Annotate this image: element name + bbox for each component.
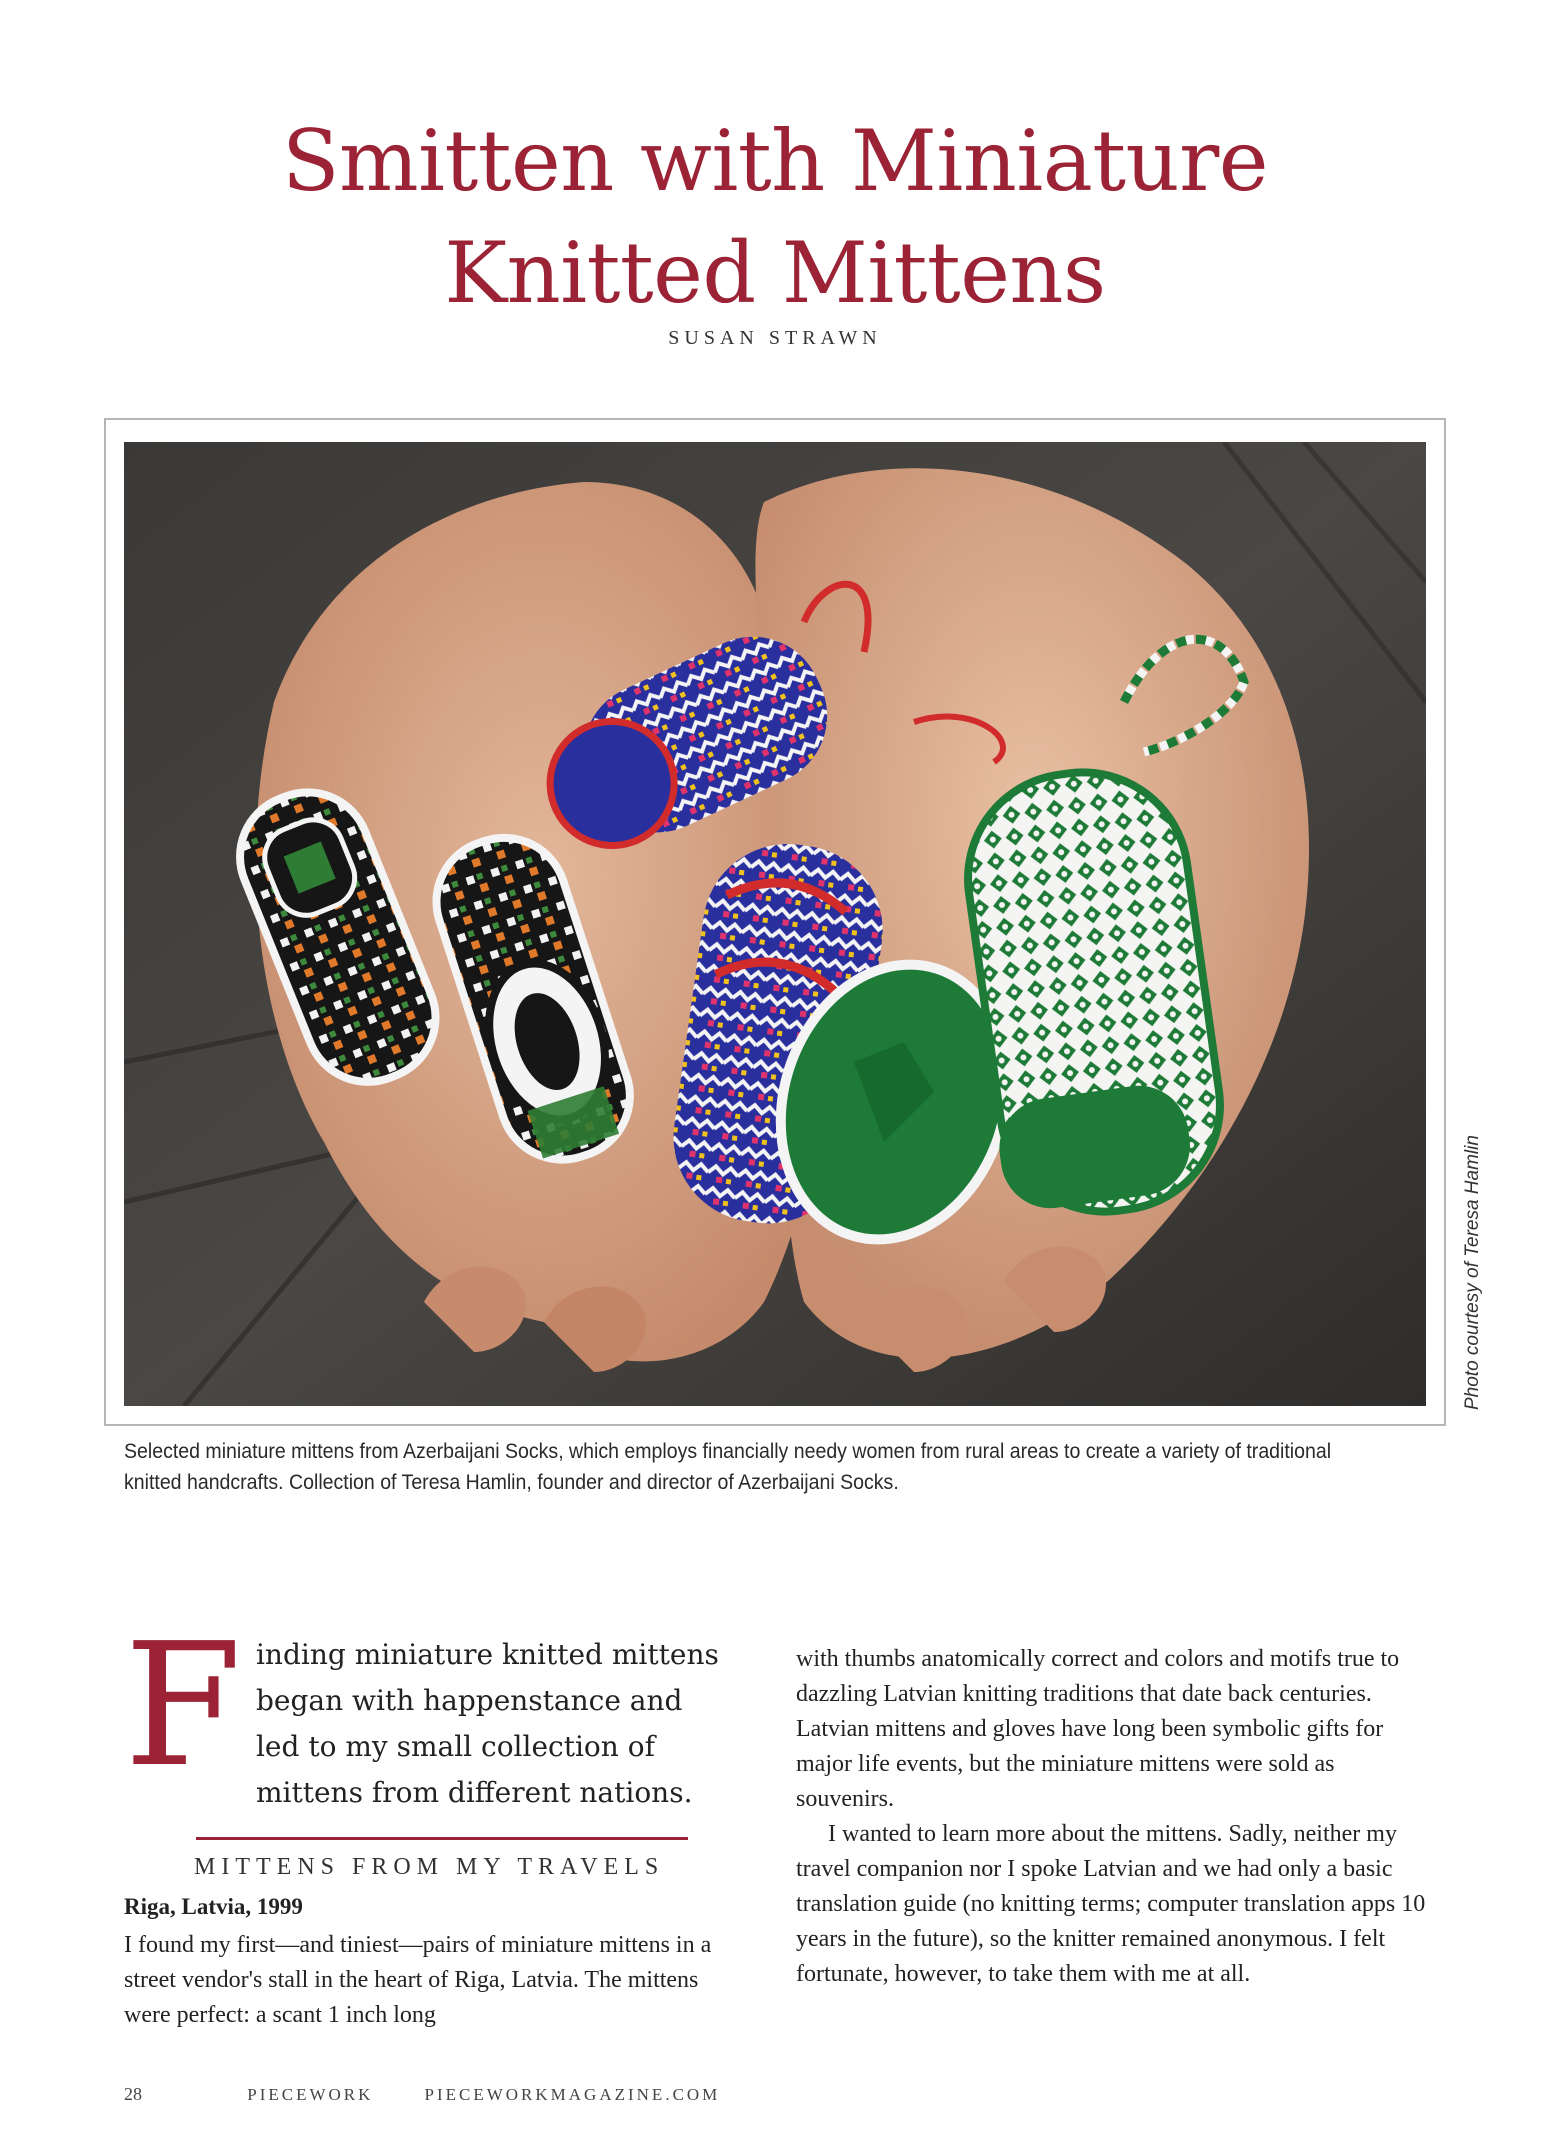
page-number: 28 [124,2084,142,2104]
photo-caption: Selected miniature mittens from Azerbaijani Socks, which employs financially needy women from rural areas to create a variety of traditional knitted handcrafts. Collection of Teresa Hamlin, founder and director of Azerbaijani Socks. [124,1440,1332,1494]
section-subhead: Riga, Latvia, 1999 [124,1894,303,1919]
body-text-left: I found my first—and tiniest—pairs of miniature mittens in a street vendor's stall in the heart of Riga, Latvia. The mittens were perfect: a scant 1 inch long [124,1932,712,2028]
mittens-photo [124,442,1426,1406]
page-footer [124,2084,720,2105]
drop-cap: F [124,1607,242,1805]
body-text-right-2: I wanted to learn more about the mittens. Sadly, neither my travel companion nor I spoke Latvian and we had only a basic translation guide (no knitting terms; computer translation apps 10 years in the future), so the knitter remained anonymous. I felt fortunate, however, to take them with me at all. [796,1821,1426,1987]
section-heading: MITTENS FROM MY TRAVELS [194,1854,665,1880]
magazine-website: PIECEWORKMAGAZINE.COM [424,2085,721,2104]
title-line-1: Smitten with Miniature [281,112,1269,210]
intro-text: inding miniature knitted mittens began with happenstance and led to my small collection of mittens from different nations. [255,1638,719,1809]
intro-paragraph [124,1607,724,1816]
byline: SUSAN STRAWN [668,327,882,349]
magazine-name: PIECEWORK [247,2085,374,2104]
body-text-right-1: with thumbs anatomically correct and colors and motifs true to dazzling Latvian knitting traditions that date back centuries. Latvian mittens and gloves have long been symbolic gifts for major life events, but the miniature mittens were sold as souvenirs. [796,1646,1400,1812]
right-column [796,1642,1436,1992]
section-rule [196,1837,688,1840]
photo-credit: Photo courtesy of Teresa Hamlin [1462,1135,1483,1410]
left-column [124,1607,724,2028]
mittens-illustration [124,442,1426,1406]
article-title [0,105,1550,329]
title-line-2: Knitted Mittens [444,224,1106,322]
